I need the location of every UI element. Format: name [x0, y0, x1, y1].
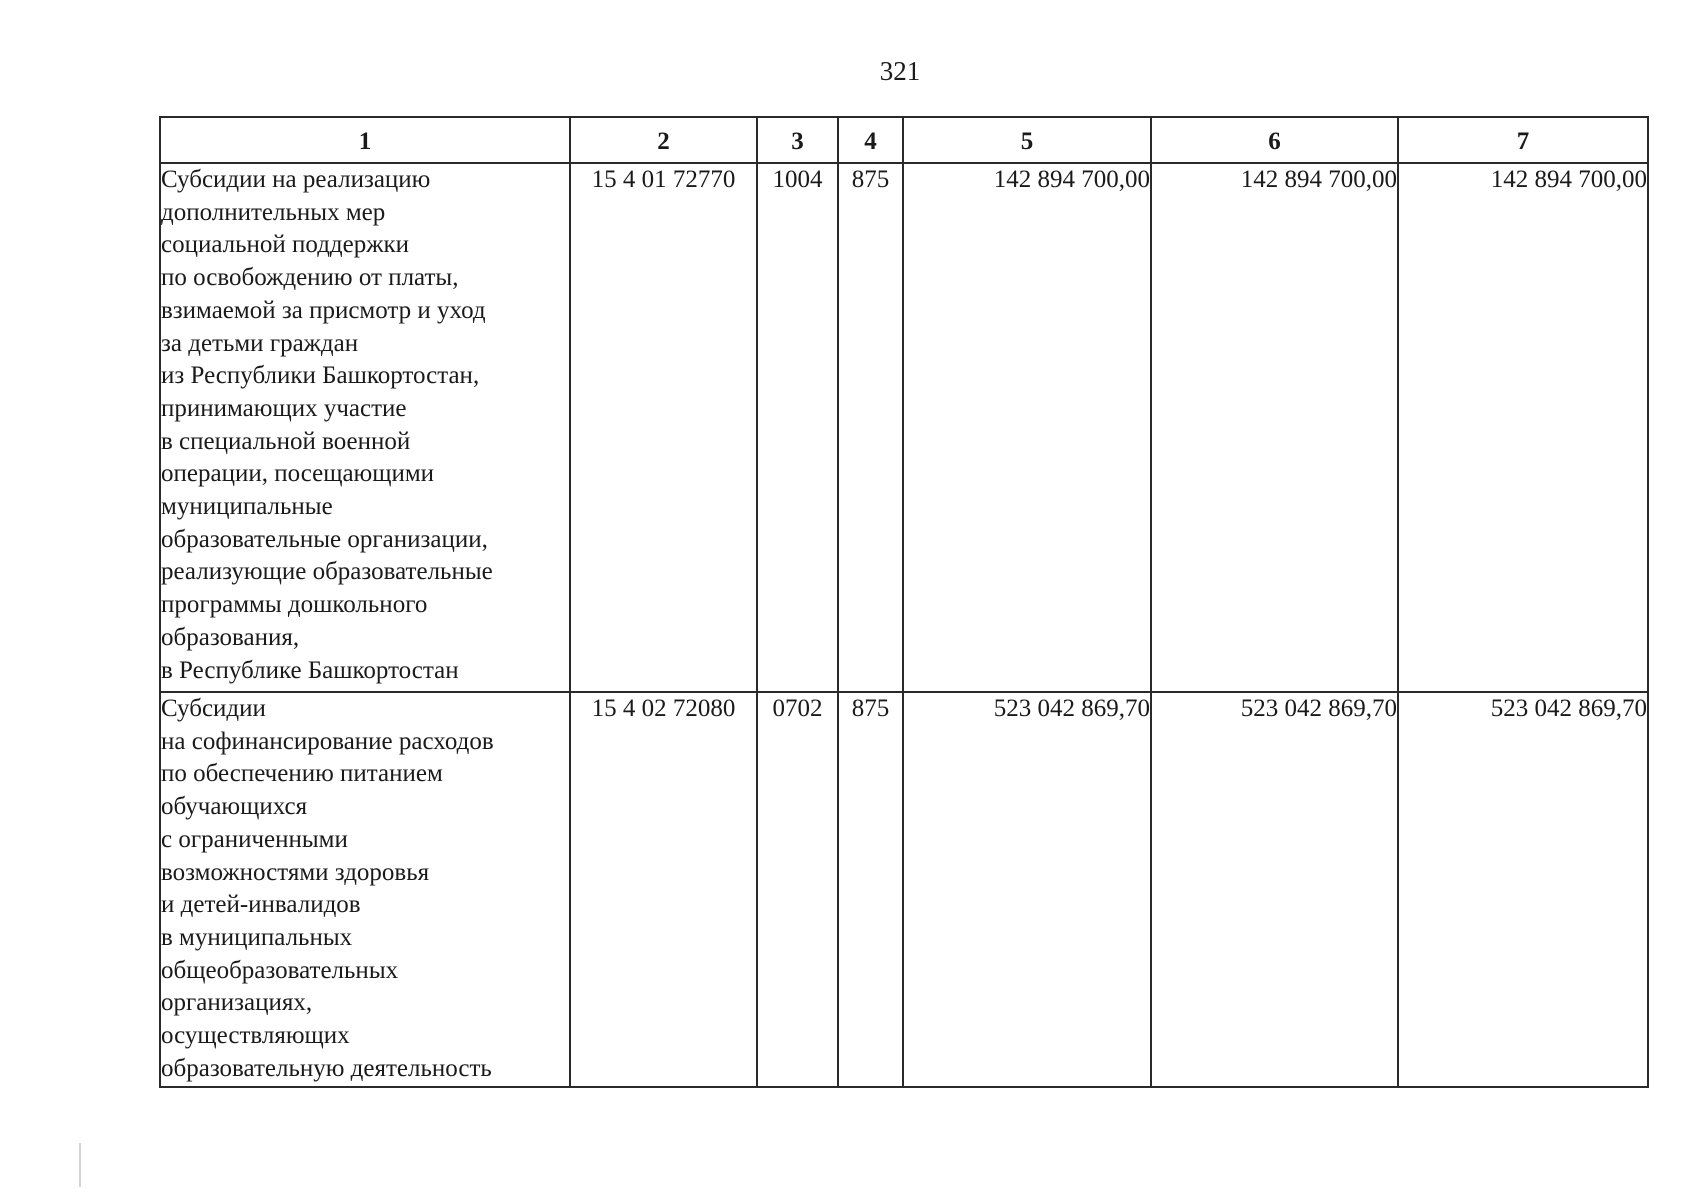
scan-margin-mark — [79, 1143, 81, 1187]
name-line: возможностями здоровья — [161, 858, 430, 886]
name-line: операции, посещающими — [161, 460, 435, 488]
name-line: образования, — [161, 623, 300, 651]
section-code-cell: 1004 — [757, 163, 838, 692]
column-header-2: 2 — [570, 117, 757, 163]
table-row — [160, 692, 1648, 1087]
name-line: из Республики Башкортостан, — [161, 362, 480, 390]
name-line: взимаемой за присмотр и уход — [161, 296, 486, 324]
name-line: на софинансирование расходов — [161, 727, 494, 755]
name-line: программы дошкольного — [161, 591, 428, 619]
page-number: 321 — [879, 56, 921, 86]
column-header-6: 6 — [1151, 117, 1398, 163]
name-line: общеобразовательных — [161, 956, 399, 984]
name-line: с ограниченными — [161, 825, 348, 853]
name-line: муниципальные — [161, 493, 333, 521]
name-line: реализующие образовательные — [161, 558, 493, 586]
name-line: в муниципальных — [161, 923, 353, 951]
section-code-cell: 0702 — [757, 692, 838, 1087]
name-line: дополнительных мер — [161, 198, 386, 226]
expense-type-cell: 875 — [838, 692, 903, 1087]
column-header-3: 3 — [757, 117, 838, 163]
name-line: по освобождению от платы, — [161, 264, 459, 292]
target-code-cell: 15 4 01 72770 — [570, 163, 757, 692]
name-line: организациях, — [161, 989, 313, 1017]
header-row — [160, 117, 1648, 163]
row-name-cell — [160, 692, 570, 1087]
column-header-4: 4 — [838, 117, 903, 163]
expense-type-cell: 875 — [838, 163, 903, 692]
name-line: по обеспечению питанием — [161, 760, 443, 788]
amount-col6-cell: 523 042 869,70 — [1151, 692, 1398, 1087]
name-line: образовательную деятельность — [161, 1054, 492, 1082]
column-header-5: 5 — [903, 117, 1151, 163]
column-header-7: 7 — [1398, 117, 1648, 163]
budget-table — [159, 116, 1649, 1088]
amount-col7-cell: 523 042 869,70 — [1398, 692, 1648, 1087]
amount-col5-cell: 523 042 869,70 — [903, 692, 1151, 1087]
target-code-cell: 15 4 02 72080 — [570, 692, 757, 1087]
name-line: за детьми граждан — [161, 329, 359, 357]
name-line: образовательные организации, — [161, 525, 488, 553]
name-line: в Республике Башкортостан — [161, 656, 459, 684]
name-line: в специальной военной — [161, 427, 411, 455]
amount-col6-cell: 142 894 700,00 — [1151, 163, 1398, 692]
table-row — [160, 163, 1648, 692]
name-line: обучающихся — [161, 793, 308, 821]
amount-col5-cell: 142 894 700,00 — [903, 163, 1151, 692]
column-header-1: 1 — [160, 117, 570, 163]
name-line: принимающих участие — [161, 394, 407, 422]
row-name-cell — [160, 163, 570, 692]
name-line: социальной поддержки — [161, 231, 410, 259]
name-line: Субсидии на реализацию — [161, 166, 431, 193]
name-line: Субсидии — [161, 695, 266, 722]
name-line: и детей-инвалидов — [161, 891, 361, 919]
amount-col7-cell: 142 894 700,00 — [1398, 163, 1648, 692]
name-line: осуществляющих — [161, 1022, 350, 1050]
